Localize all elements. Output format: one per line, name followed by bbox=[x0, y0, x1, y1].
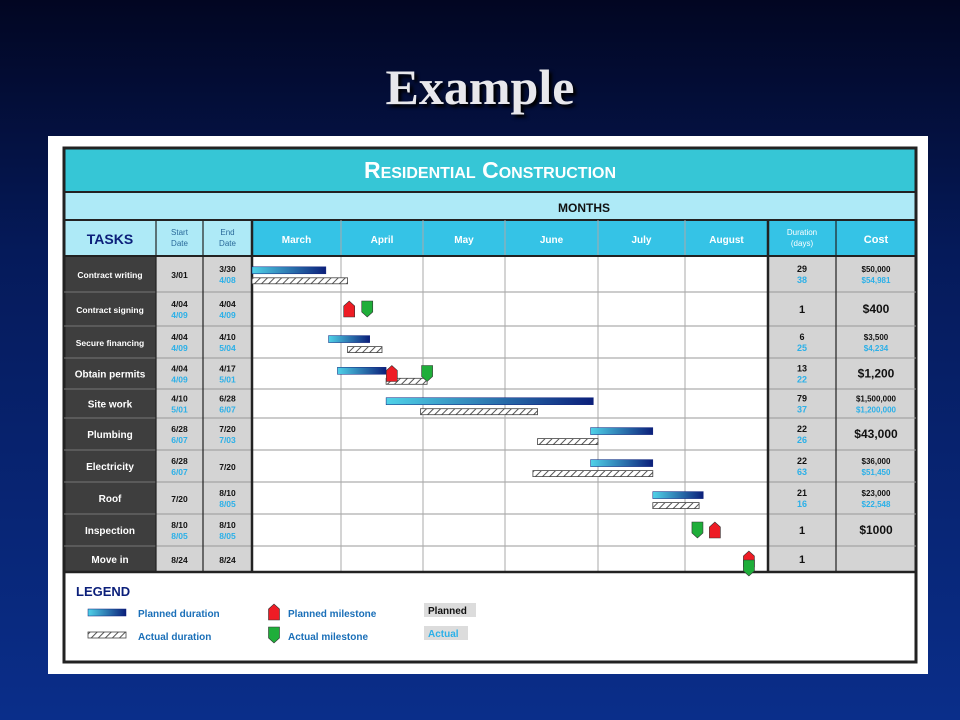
task-cost: $1,500,000 bbox=[855, 394, 897, 404]
task-cost: $23,000 bbox=[861, 489, 891, 498]
legend-actual-milestone-label: Actual milestone bbox=[288, 632, 369, 643]
task-end-date: 8/05 bbox=[219, 531, 236, 541]
actual-duration-bar bbox=[348, 347, 382, 353]
task-name: Contract writing bbox=[77, 270, 143, 280]
task-end-date: 7/20 bbox=[219, 424, 236, 434]
actual-duration-bar bbox=[538, 439, 598, 445]
actual-duration-bar bbox=[533, 471, 653, 477]
task-duration: 22 bbox=[796, 456, 808, 466]
task-end-date: 6/28 bbox=[219, 393, 236, 404]
end-date-header: Date bbox=[219, 239, 236, 248]
task-start-date: 8/24 bbox=[171, 555, 188, 565]
task-end-date: 8/10 bbox=[219, 488, 236, 498]
slide-title: Example bbox=[385, 59, 575, 115]
task-name: Roof bbox=[98, 494, 122, 505]
legend-planned-milestone-label: Planned milestone bbox=[288, 609, 377, 620]
task-duration: 1 bbox=[798, 554, 806, 566]
end-date-header: End bbox=[220, 228, 235, 237]
task-start-date: 4/09 bbox=[171, 374, 188, 385]
planned-duration-bar bbox=[591, 460, 653, 467]
task-start-date: 3/01 bbox=[171, 270, 188, 280]
planned-duration-bar bbox=[386, 398, 593, 405]
task-duration: 1 bbox=[798, 525, 806, 537]
duration-header: Duration bbox=[786, 228, 818, 237]
task-duration: 79 bbox=[796, 393, 808, 404]
task-duration: 22 bbox=[796, 374, 808, 385]
task-name: Obtain permits bbox=[74, 369, 146, 381]
task-end-date: 6/07 bbox=[219, 404, 236, 415]
task-duration: 22 bbox=[796, 424, 808, 434]
task-start-date: 8/05 bbox=[171, 531, 188, 541]
task-end-date: 4/17 bbox=[219, 363, 236, 374]
planned-duration-bar bbox=[329, 336, 370, 343]
task-duration: 29 bbox=[796, 264, 808, 274]
task-cost: $43,000 bbox=[854, 427, 898, 441]
task-start-date: 4/09 bbox=[171, 343, 188, 353]
task-cost: $4,234 bbox=[863, 344, 889, 353]
task-cost: $36,000 bbox=[861, 457, 891, 466]
task-duration: 25 bbox=[796, 343, 808, 353]
chart-title: Residential Construction bbox=[363, 157, 617, 183]
month-label: August bbox=[709, 235, 744, 246]
task-start-date: 5/01 bbox=[171, 404, 188, 415]
months-label: MONTHS bbox=[558, 201, 610, 215]
task-end-date: 8/10 bbox=[219, 520, 236, 530]
task-end-date: 8/05 bbox=[219, 499, 236, 509]
task-end-date: 7/20 bbox=[219, 462, 236, 472]
legend-planned-duration-swatch bbox=[88, 609, 126, 616]
task-start-date: 6/07 bbox=[171, 435, 188, 445]
task-start-date: 4/09 bbox=[171, 310, 188, 320]
task-end-date: 7/03 bbox=[219, 435, 236, 445]
start-date-header: Date bbox=[171, 239, 188, 248]
task-end-date: 4/10 bbox=[219, 332, 236, 342]
legend-planned-key: Planned bbox=[428, 606, 467, 617]
task-start-date: 4/04 bbox=[171, 363, 188, 374]
legend-planned-duration-label: Planned duration bbox=[138, 609, 220, 620]
task-end-date: 5/04 bbox=[219, 343, 236, 353]
task-start-date: 4/04 bbox=[171, 332, 188, 342]
task-cost: $400 bbox=[862, 302, 890, 316]
task-cost: $50,000 bbox=[861, 265, 891, 274]
task-cost: $51,450 bbox=[861, 468, 891, 477]
task-name: Electricity bbox=[86, 462, 134, 473]
cost-header: Cost bbox=[863, 234, 889, 246]
task-start-date: 7/20 bbox=[171, 494, 188, 504]
task-cost: $1,200,000 bbox=[855, 405, 897, 415]
planned-duration-bar bbox=[252, 267, 326, 274]
legend-actual-duration-swatch bbox=[88, 632, 126, 638]
task-duration: 13 bbox=[796, 363, 808, 374]
task-end-date: 4/08 bbox=[219, 275, 236, 285]
task-duration: 16 bbox=[796, 499, 808, 509]
task-cost: $54,981 bbox=[861, 276, 891, 285]
task-cost: $22,548 bbox=[861, 500, 891, 509]
month-label: July bbox=[631, 235, 652, 246]
task-duration: 1 bbox=[798, 304, 806, 316]
actual-duration-bar bbox=[252, 278, 348, 284]
task-duration: 37 bbox=[796, 404, 808, 415]
task-end-date: 4/09 bbox=[219, 310, 236, 320]
planned-duration-bar bbox=[591, 428, 653, 435]
task-name: Secure financing bbox=[75, 338, 145, 348]
legend-actual-duration-label: Actual duration bbox=[138, 632, 212, 643]
task-start-date: 6/07 bbox=[171, 467, 188, 477]
gantt-chart bbox=[48, 136, 928, 674]
task-duration: 21 bbox=[796, 488, 808, 498]
task-column-bg bbox=[66, 256, 157, 572]
month-label: March bbox=[281, 235, 312, 246]
month-label: June bbox=[539, 235, 564, 246]
month-label: May bbox=[454, 235, 474, 246]
task-duration: 38 bbox=[796, 275, 808, 285]
task-end-date: 3/30 bbox=[219, 264, 236, 274]
tasks-header: TASKS bbox=[86, 231, 134, 247]
task-name: Site work bbox=[87, 399, 133, 411]
duration-header: (days) bbox=[790, 239, 814, 248]
task-duration: 63 bbox=[796, 467, 808, 477]
task-start-date: 4/04 bbox=[171, 299, 188, 309]
planned-duration-bar bbox=[653, 492, 703, 499]
task-end-date: 8/24 bbox=[219, 555, 236, 565]
task-end-date: 4/04 bbox=[219, 299, 236, 309]
legend-title: LEGEND bbox=[76, 584, 131, 599]
actual-duration-bar bbox=[653, 503, 699, 509]
task-duration: 26 bbox=[796, 435, 808, 445]
actual-duration-bar bbox=[421, 409, 538, 415]
gantt-panel bbox=[48, 136, 928, 674]
legend-actual-key: Actual bbox=[428, 629, 459, 640]
task-duration: 6 bbox=[799, 332, 805, 342]
task-start-date: 8/10 bbox=[171, 520, 188, 530]
task-name: Move in bbox=[91, 555, 129, 566]
task-name: Plumbing bbox=[87, 430, 133, 441]
task-name: Contract signing bbox=[76, 305, 144, 315]
start-date-header: Start bbox=[171, 228, 188, 237]
task-name: Inspection bbox=[84, 526, 136, 537]
planned-duration-bar bbox=[337, 367, 386, 374]
task-cost: $1,200 bbox=[857, 366, 895, 381]
month-header-band bbox=[252, 221, 915, 256]
task-cost: $1000 bbox=[859, 523, 893, 537]
task-end-date: 5/01 bbox=[219, 374, 236, 385]
task-cost: $3,500 bbox=[863, 333, 889, 342]
task-start-date: 4/10 bbox=[171, 393, 188, 404]
task-start-date: 6/28 bbox=[171, 424, 188, 434]
month-label: April bbox=[370, 235, 394, 246]
task-start-date: 6/28 bbox=[171, 456, 188, 466]
